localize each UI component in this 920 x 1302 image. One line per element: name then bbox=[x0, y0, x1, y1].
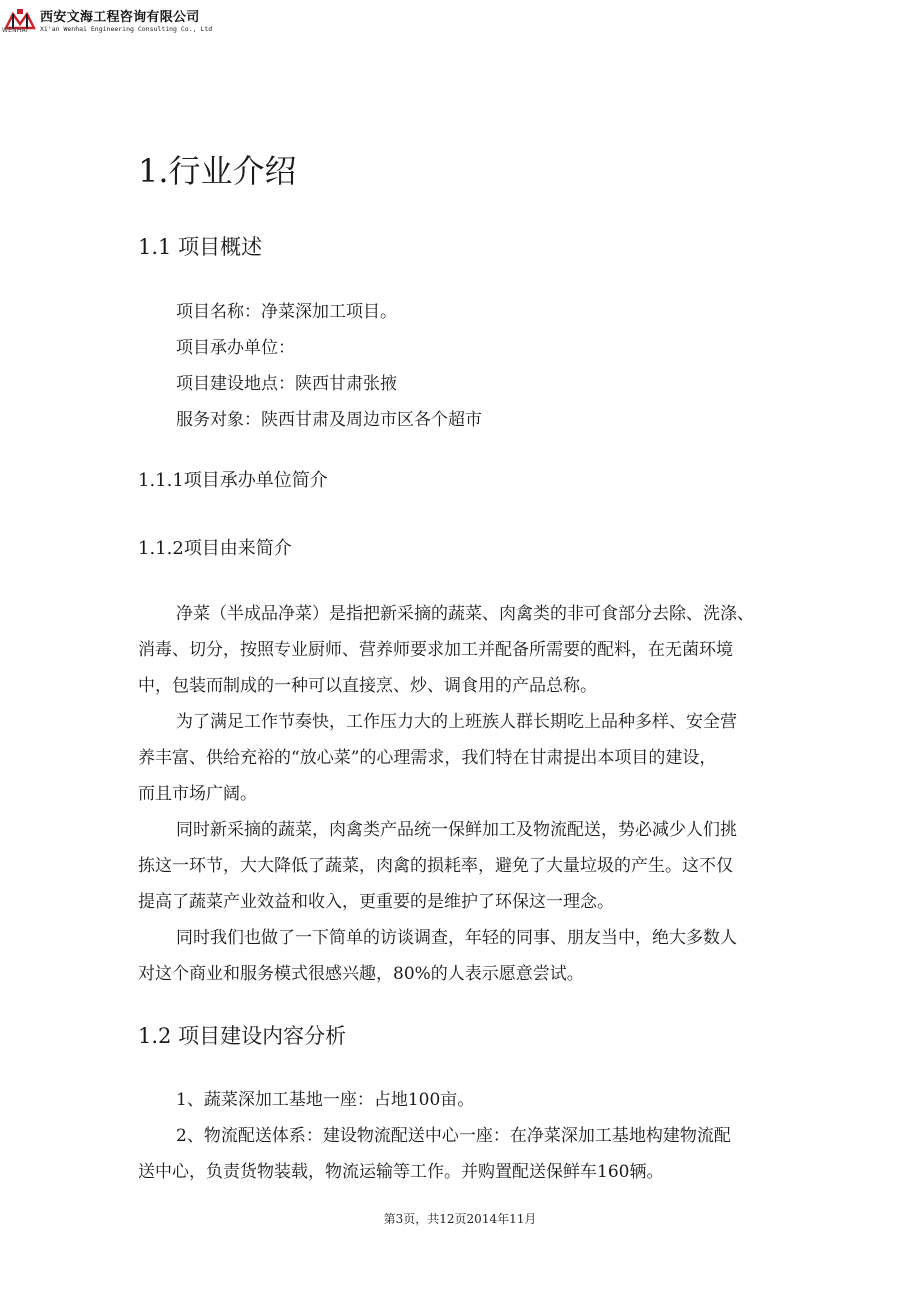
overview-line: 项目建设地点：陕西甘肃张掖 bbox=[176, 374, 397, 394]
overview-line: 项目名称：净菜深加工项目。 bbox=[176, 302, 397, 322]
paragraph-line: 同时我们也做了一下简单的访谈调查，年轻的同事、朋友当中，绝大多数人 bbox=[176, 928, 737, 948]
paragraph-line: 为了满足工作节奏快，工作压力大的上班族人群长期吃上品种多样、安全营 bbox=[176, 712, 737, 732]
overview-line: 项目承办单位： bbox=[176, 338, 295, 358]
section-title-1-1-2: 1.1.2项目由来简介 bbox=[138, 538, 292, 559]
paragraph-line: 净菜（半成品净菜）是指把新采摘的蔬菜、肉禽类的非可食部分去除、洗涤、 bbox=[176, 604, 754, 624]
logo-text: WENHAI bbox=[2, 27, 28, 34]
section-title-1: 1.行业介绍 bbox=[138, 152, 297, 190]
content-line: 送中心，负责货物装载，物流运输等工作。并购置配送保鲜车160辆。 bbox=[138, 1162, 664, 1182]
content-line: 2、物流配送体系：建设物流配送中心一座：在净菜深加工基地构建物流配 bbox=[176, 1126, 731, 1146]
company-name-english: Xi'an Wenhai Engineering Consulting Co., Ltd bbox=[40, 25, 213, 33]
section-title-1-1: 1.1 项目概述 bbox=[138, 235, 263, 259]
section-title-1-2: 1.2 项目建设内容分析 bbox=[138, 1024, 347, 1048]
paragraph-line: 而且市场广阔。 bbox=[138, 784, 257, 804]
paragraph-line: 对这个商业和服务模式很感兴趣，80%的人表示愿意尝试。 bbox=[138, 964, 584, 984]
content-line: 1、蔬菜深加工基地一座：占地100亩。 bbox=[176, 1090, 475, 1110]
overview-line: 服务对象：陕西甘肃及周边市区各个超市 bbox=[176, 410, 482, 430]
paragraph-line: 拣这一环节，大大降低了蔬菜，肉禽的损耗率，避免了大量垃圾的产生。这不仅 bbox=[138, 856, 733, 876]
company-name: 西安文海工程咨询有限公司 bbox=[40, 10, 200, 25]
paragraph-line: 同时新采摘的蔬菜，肉禽类产品统一保鲜加工及物流配送，势必减少人们挑 bbox=[176, 820, 737, 840]
page-footer: 第3页，共12页2014年11月 bbox=[383, 1212, 537, 1226]
paragraph-line: 养丰富、供给充裕的“放心菜”的心理需求，我们特在甘肃提出本项目的建设， bbox=[138, 748, 717, 768]
paragraph-line: 消毒、切分，按照专业厨师、营养师要求加工并配备所需要的配料，在无菌环境 bbox=[138, 640, 733, 660]
paragraph-line: 提高了蔬菜产业效益和收入，更重要的是维护了环保这一理念。 bbox=[138, 892, 614, 912]
section-title-1-1-1: 1.1.1项目承办单位简介 bbox=[138, 470, 328, 491]
paragraph-line: 中，包装而制成的一种可以直接烹、炒、调食用的产品总称。 bbox=[138, 676, 597, 696]
